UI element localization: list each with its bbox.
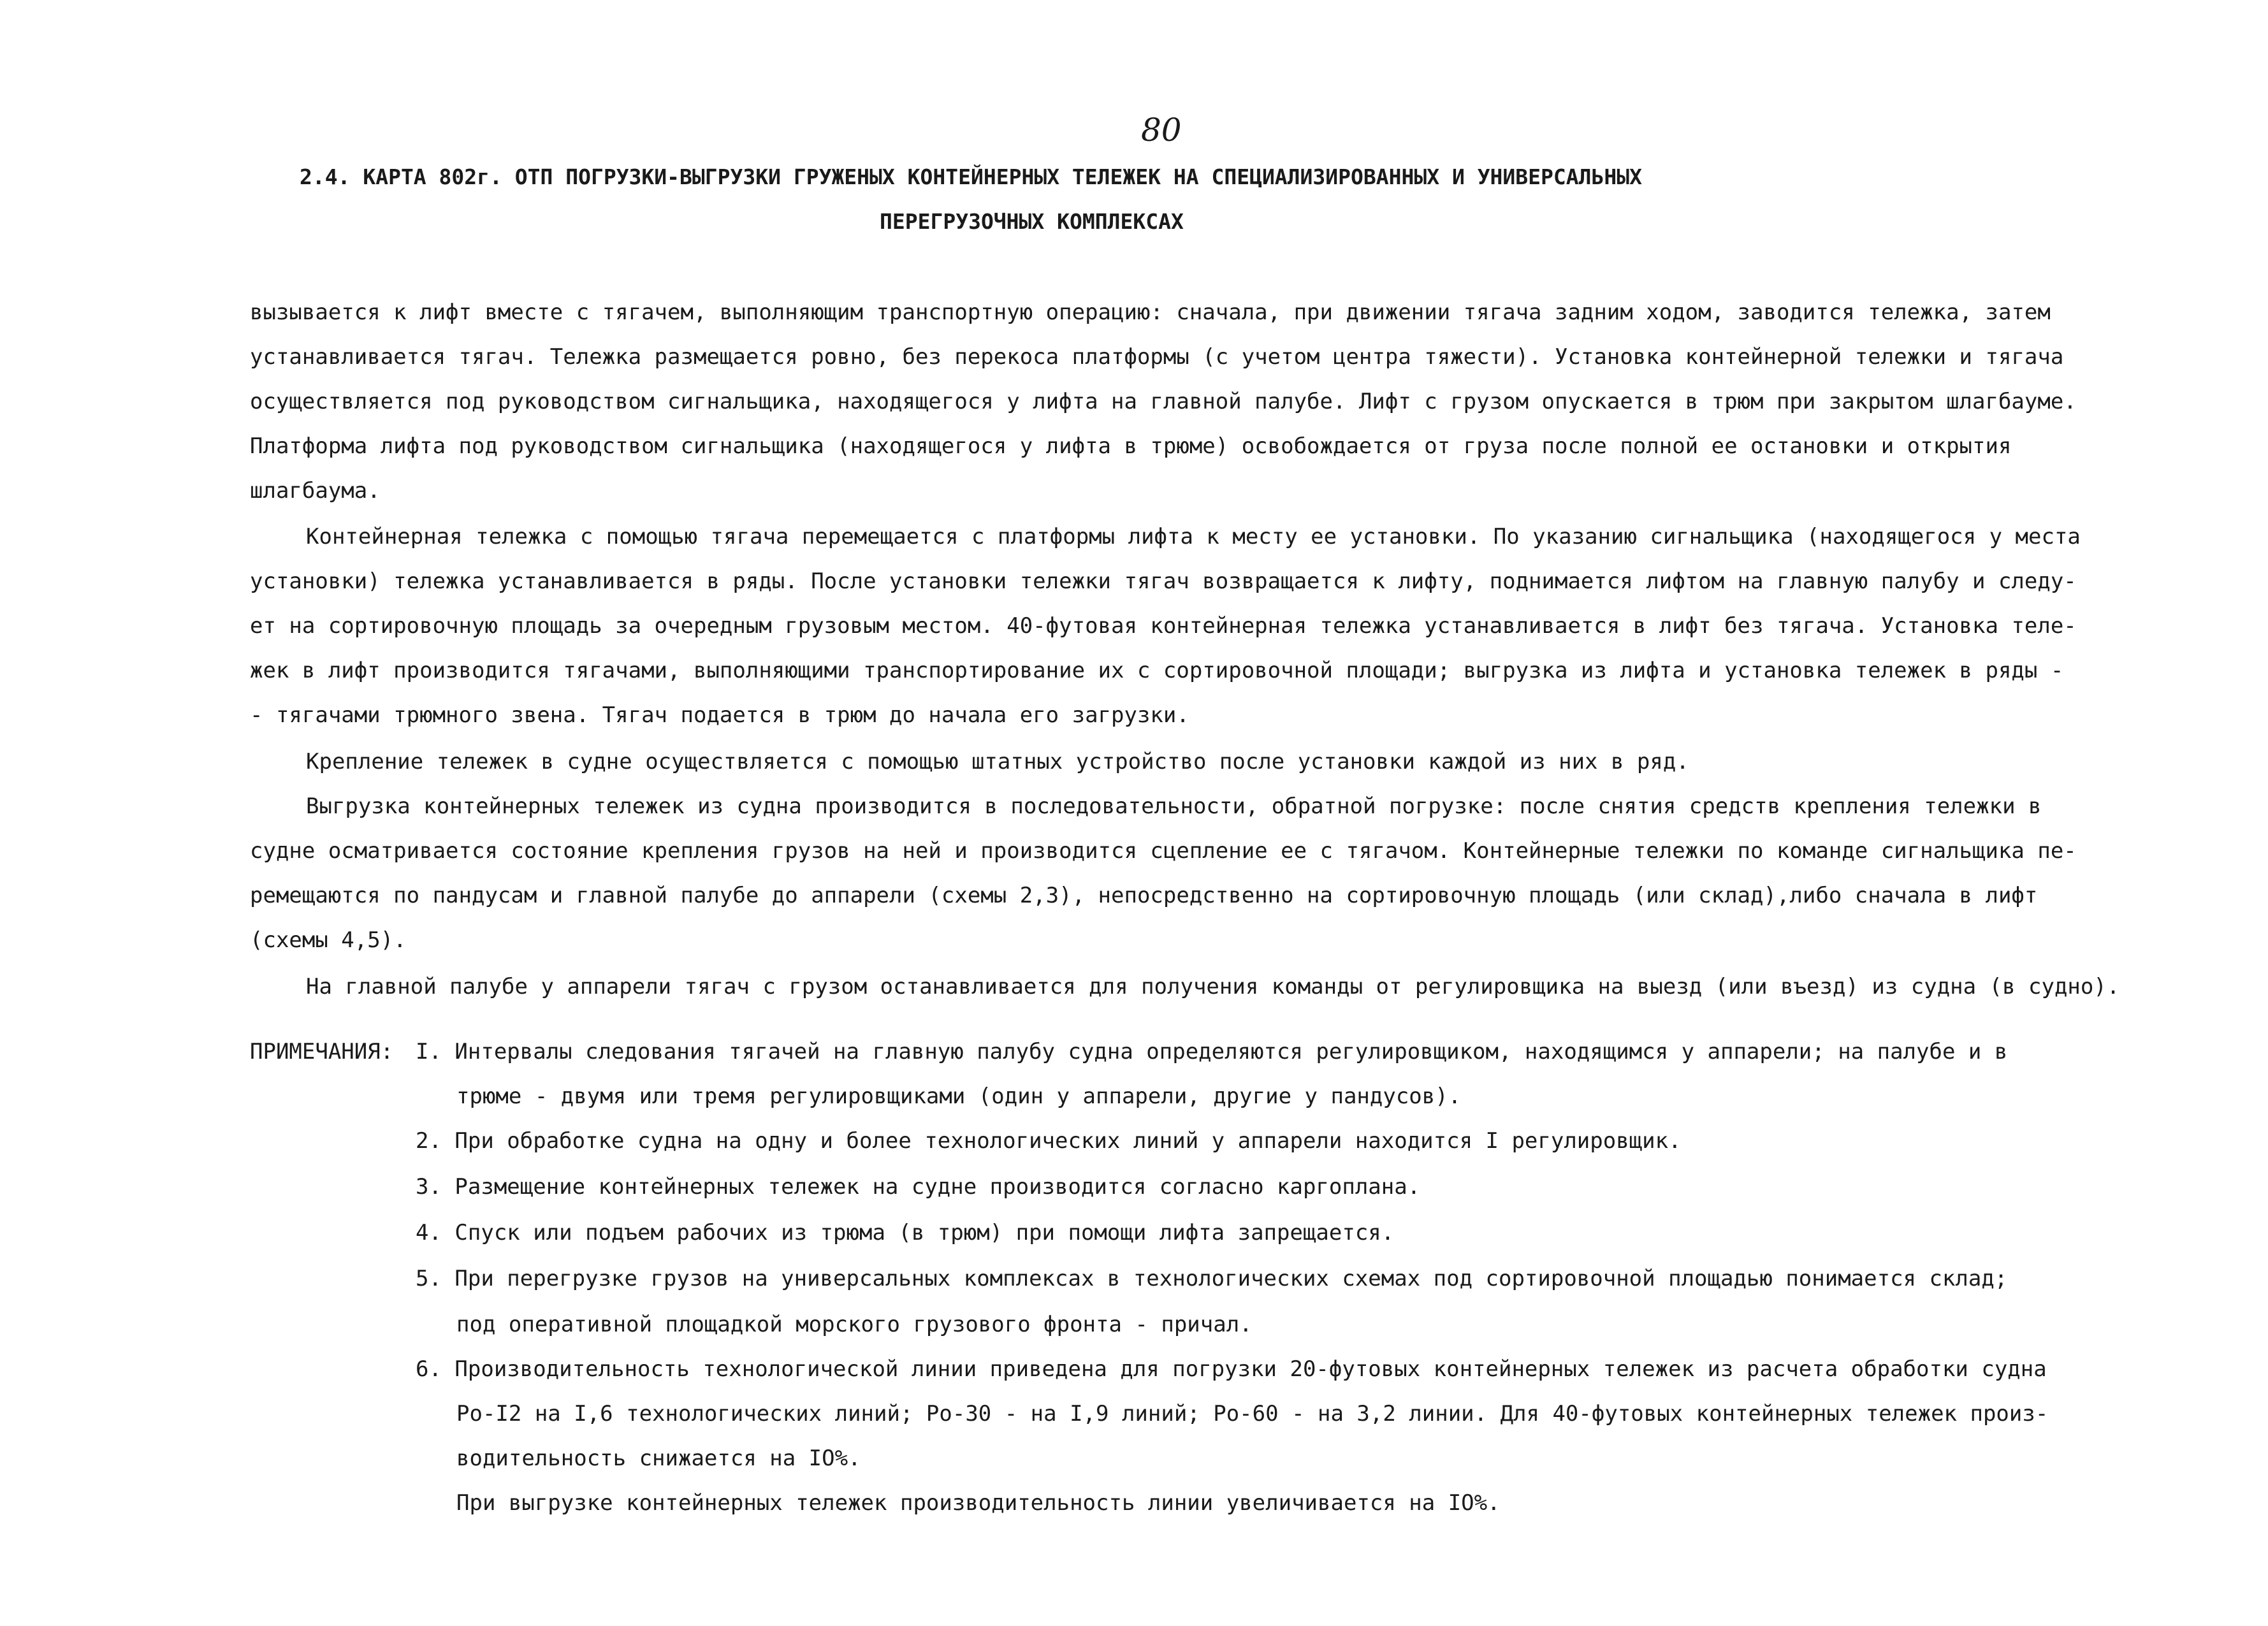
page-number: 80: [1141, 112, 1182, 149]
text-line: 3. Размещение контейнерных тележек на судне производится согласно каргоплана.: [416, 1174, 1421, 1200]
text-line: установки) тележка устанавливается в ряды. После установки тележки тягач возвращается к лифту, поднимается лифтом на главную палубу и следу-: [250, 569, 2077, 594]
notes-label: ПРИМЕЧАНИЯ:: [250, 1039, 394, 1064]
text-line: ет на сортировочную площадь за очередным грузовым местом. 40-футовая контейнерная тележка устанавливается в лифт без тягача. Установка теле-: [250, 613, 2077, 639]
text-line: шлагбаума.: [250, 478, 381, 504]
text-line: осуществляется под руководством сигнальщика, находящегося у лифта на главной палубе. Лифт с грузом опускается в трюм при закрытом шлагбауме.: [250, 389, 2077, 414]
text-line: - тягачами трюмного звена. Тягач подается в трюм до начала его загрузки.: [250, 702, 1189, 728]
text-line: судне осматривается состояние крепления грузов на ней и производится сцепление ее с тягачом. Контейнерные тележки по команде сигнальщика пе-: [250, 838, 2077, 864]
text-line: под оперативной площадкой морского грузового фронта - причал.: [456, 1312, 1253, 1337]
heading-line-1: 2.4. КАРТА 802г. ОТП ПОГРУЗКИ-ВЫГРУЗКИ ГРУЖЕНЫХ КОНТЕЙНЕРНЫХ ТЕЛЕЖЕК НА СПЕЦИАЛИЗИРОВАННЫХ И УНИВЕРСАЛЬНЫХ: [300, 164, 1642, 189]
text-line: 4. Спуск или подъем рабочих из трюма (в трюм) при помощи лифта запрещается.: [416, 1220, 1395, 1245]
text-line: (схемы 4,5).: [250, 927, 407, 953]
text-line: 6. Производительность технологической линии приведена для погрузки 20-футовых контейнерных тележек из расчета обработки судна: [416, 1356, 2047, 1382]
text-line: водительность снижается на IO%.: [456, 1446, 861, 1471]
text-line: Выгрузка контейнерных тележек из судна производится в последовательности, обратной погрузке: после снятия средств крепления тележки в: [306, 794, 2042, 819]
text-line: Платформа лифта под руководством сигнальщика (находящегося у лифта в трюме) освобождается от груза после полной ее остановки и открытия: [250, 433, 2012, 459]
text-line: 5. При перегрузке грузов на универсальных комплексах в технологических схемах под сортировочной площадью понимается склад;: [416, 1266, 2008, 1291]
text-line: ремещаются по пандусам и главной палубе до аппарели (схемы 2,3), непосредственно на сортировочную площадь (или склад),либо сначала в лифт: [250, 883, 2038, 908]
text-line: I. Интервалы следования тягачей на главную палубу судна определяются регулировщиком, находящимся у аппарели; на палубе и в: [416, 1039, 2008, 1064]
text-line: трюме - двумя или тремя регулировщиками (один у аппарели, другие у пандусов).: [456, 1084, 1462, 1109]
heading-line-2: ПЕРЕГРУЗОЧНЫХ КОМПЛЕКСАХ: [880, 209, 1184, 234]
text-line: устанавливается тягач. Тележка размещается ровно, без перекоса платформы (с учетом центра тяжести). Установка контейнерной тележки и тягача: [250, 344, 2064, 370]
text-line: На главной палубе у аппарели тягач с грузом останавливается для получения команды от регулировщика на выезд (или въезд) из судна (в судно).: [306, 974, 2120, 999]
text-line: При выгрузке контейнерных тележек производительность линии увеличивается на IO%.: [456, 1490, 1501, 1516]
text-line: 2. При обработке судна на одну и более технологических линий у аппарели находится I регулировщик.: [416, 1128, 1682, 1154]
text-line: вызывается к лифт вместе с тягачем, выполняющим транспортную операцию: сначала, при движении тягача задним ходом, заводится тележка, затем: [250, 300, 2051, 325]
text-line: Ро-I2 на I,6 технологических линий; Ро-30 - на I,9 линий; Ро-60 - на 3,2 линии. Для 40-футовых контейнерных тележек произ-: [456, 1401, 2049, 1426]
text-line: Контейнерная тележка с помощью тягача перемещается с платформы лифта к месту ее установки. По указанию сигнальщика (находящегося у места: [306, 524, 2081, 549]
text-line: Крепление тележек в судне осуществляется с помощью штатных устройство после установки каждой из них в ряд.: [306, 749, 1689, 774]
text-line: жек в лифт производится тягачами, выполняющими транспортирование их с сортировочной площади; выгрузка из лифта и установка тележек в ряды -: [250, 658, 2064, 683]
